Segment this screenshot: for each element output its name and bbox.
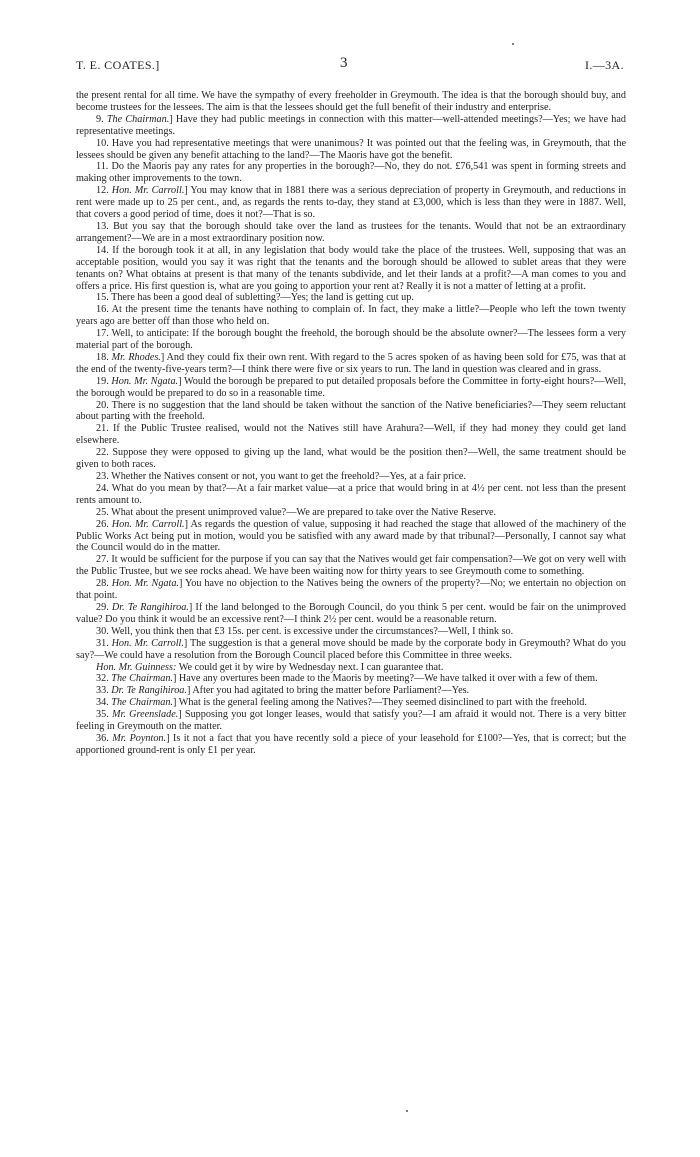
speaker-name: Mr. Rhodes. — [111, 351, 161, 363]
paragraph-text: ] Have they had public meetings in connection with this matter—well-attended meetings?—Yes; we have had representative meetings. — [76, 113, 626, 137]
paragraph-text: 27. It would be sufficient for the purpose if you can say that the Natives would get fair compensation?—We got on very well with the Public Trustee, but we see rocks ahead. We have been waiting now for thirty years to see Greymouth come to something. — [76, 554, 626, 578]
paragraph-text: ] As regards the question of value, supposing it had reached the stage that allowed of the machinery of the Public Works Act being put in motion, would you be satisfied with any award made by that tribunal?—Personally, I cannot say what the Council would do in the matter. — [76, 518, 626, 554]
paragraph — [76, 447, 626, 471]
paragraph-text: ] If the land belonged to the Borough Council, do you think 5 per cent. would be fair on the unimproved value? Do you think it would be an excessive rent?—I think 2½ per cent. would be a reasonable return. — [76, 601, 626, 625]
speaker-name: Dr. Te Rangihiroa. — [111, 685, 187, 697]
paragraph-text: 12. — [96, 185, 112, 197]
paragraph — [76, 685, 626, 697]
header-paper-reference: I.—3A. — [584, 58, 624, 72]
paragraph — [76, 626, 626, 638]
paragraph — [76, 638, 626, 662]
paragraph-text: ] After you had agitated to bring the matter before Parliament?—Yes. — [186, 685, 470, 697]
paragraph-text: 32. — [96, 673, 112, 685]
paragraph-text: ] You may know that in 1881 there was a serious depreciation of property in Greymouth, and reductions in rent were made up to 25 per cent., and, as regards the rents to-day, they stand at £3,000, which is less than they were in 1887. Well, that covers a good period of time, does it not?—That is so. — [76, 185, 627, 221]
paragraph — [76, 352, 626, 376]
paragraph-text: 20. There is no suggestion that the land should be taken without the sanction of the Native beneficiaries?—They seem reluctant about parting with the freehold. — [76, 399, 626, 423]
body-text — [76, 90, 626, 757]
scan-speck — [406, 1110, 408, 1112]
paragraph-text: 22. Suppose they were opposed to giving up the land, what would be the position then?—Well, the same treatment should be given to both races. — [76, 447, 626, 471]
paragraph-text: 33. — [96, 685, 112, 697]
paragraph — [76, 138, 626, 162]
paragraph — [76, 245, 626, 293]
paragraph — [76, 554, 626, 578]
header-witness-name: T. E. COATES.] — [76, 58, 160, 72]
scan-speck — [512, 43, 514, 45]
paragraph-text: ] Is it not a fact that you have recently sold a piece of your leasehold for £100?—Yes, that is correct; but the apportioned ground-rent is only £1 per year. — [76, 732, 626, 756]
paragraph — [76, 602, 626, 626]
paragraph-text: ] And they could fix their own rent. With regard to the 5 acres spoken of as having been sold for £75, was that at the end of the twenty-five-years term?—I think there were five or six years to run. The land in question was cleared and in grass. — [76, 351, 626, 375]
paragraph-text: 25. What about the present unimproved value?—We are prepared to take over the Native Reserve. — [96, 506, 497, 518]
paragraph — [76, 161, 626, 185]
paragraph-text: ] You have no objection to the Natives being the owners of the property?—No; we entertain no objection on that point. — [76, 578, 627, 602]
paragraph — [76, 292, 626, 304]
paragraph-text: ] What is the general feeling among the Natives?—They seemed disinclined to part with the freehold. — [172, 697, 587, 709]
paragraph — [76, 90, 626, 114]
speaker-name: Dr. Te Rangihiroa. — [111, 601, 189, 613]
paragraph-text: 10. Have you had representative meetings that were unanimous? It was pointed out that the feeling was, in Greymouth, that the lessees should be given any benefit attaching to the land?—The Maoris have got the benefit. — [76, 137, 626, 161]
paragraph — [76, 483, 626, 507]
paragraph-text: 18. — [96, 351, 112, 363]
paragraph — [76, 471, 626, 483]
paragraph — [76, 697, 626, 709]
paragraph-text: 21. If the Public Trustee realised, would not the Natives still have Arahura?—Well, if they had money they could get land elsewhere. — [76, 423, 626, 447]
paragraph-text: 17. Well, to anticipate: If the borough bought the freehold, the borough should be the absolute owner?—The lessees form a very material part of the borough. — [76, 328, 626, 352]
paragraph-text: 19. — [96, 375, 112, 387]
header-page-number: 3 — [340, 55, 348, 71]
paragraph — [76, 519, 626, 555]
speaker-name: Mr. Greenslade. — [112, 709, 179, 721]
paragraph — [76, 733, 626, 757]
speaker-name: Hon. Mr. Carroll. — [111, 185, 185, 197]
speaker-name: Mr. Poynton. — [112, 732, 167, 744]
paragraph-text: 14. If the borough took it at all, in any legislation that body would take the place of the trustees. Well, supposing that was an acceptable position, would you say it was right that the tenants and the borough should be allowed to sublet areas that they were tenants on? What obtains at present is that many of the tenants subdivide, and let their lands at a profit?—A man comes to you and offers a price. His first question is, what are you going to apportion your rent at? Really it is not a matter of letting at a profit. — [76, 244, 626, 292]
paragraph — [76, 221, 626, 245]
speaker-name: Hon. Mr. Guinness: — [96, 661, 177, 673]
speaker-name: The Chairman. — [111, 673, 173, 685]
paragraph-text: 16. At the present time the tenants have nothing to complain of. In fact, they make a little?—People who left the town twenty years ago are better off than those who held on. — [76, 304, 626, 328]
paragraph-text: ] Have any overtures been made to the Maoris by meeting?—We have talked it over with a few of them. — [172, 673, 598, 685]
paragraph-text: ] Supposing you got longer leases, would that satisfy you?—I am afraid it would not. There is a very bitter feeling in Greymouth on the matter. — [76, 709, 627, 733]
speaker-name: The Chairman. — [106, 113, 170, 125]
paragraph-text: 30. Well, you think then that £3 15s. per cent. is excessive under the circumstances?—Well, I think so. — [96, 625, 514, 637]
paragraph-text: 31. — [96, 637, 112, 649]
paragraph-text: 15. There has been a good deal of subletting?—Yes; the land is getting cut up. — [96, 292, 414, 304]
paragraph-text: We could get it by wire by Wednesday next. I can guarantee that. — [176, 661, 444, 673]
paragraph — [76, 185, 626, 221]
paragraph-text: 36. — [96, 732, 113, 744]
paragraph — [76, 328, 626, 352]
paragraph — [76, 400, 626, 424]
speaker-name: Hon. Mr. Ngata. — [111, 375, 179, 387]
paragraph-text: 9. — [96, 113, 107, 125]
speaker-name: Hon. Mr. Ngata. — [111, 578, 179, 590]
paragraph-text: 24. What do you mean by that?—At a fair market value—at a price that would bring in at 4½ per cent. not less than the present rents amount to. — [76, 482, 626, 506]
paragraph-text: 11. Do the Maoris pay any rates for any properties in the borough?—No, they do not. £76,541 was spent in forming streets and making other improvements to the town. — [76, 161, 626, 185]
paragraph-text: the present rental for all time. We have the sympathy of every freeholder in Greymouth. The idea is that the borough should buy, and become trustees for the lessees. The aim is that the lessees should get the full benefit of their industry and enterprise. — [76, 90, 626, 113]
paragraph — [76, 423, 626, 447]
paragraph-text: ] Would the borough be prepared to put detailed proposals before the Committee in forty-eight hours?—Well, the borough would be prepared to do so in a reasonable time. — [76, 375, 626, 399]
speaker-name: Hon. Mr. Carroll. — [111, 637, 184, 649]
paragraph — [76, 662, 626, 674]
paragraph-text: 23. Whether the Natives consent or not, you want to get the freehold?—Yes, at a fair price. — [96, 471, 466, 482]
paragraph-text: ] The suggestion is that a general move should be made by the corporate body in Greymouth? What do you say?—We could have a resolution from the Borough Council placed before this Committee in three weeks. — [76, 637, 626, 661]
paragraph-text: 34. — [96, 697, 112, 709]
paragraph — [76, 673, 626, 685]
paragraph — [76, 114, 626, 138]
paragraph-text: 29. — [96, 601, 112, 613]
paragraph-text: 13. But you say that the borough should take over the land as trustees for the tenants. Would that not be an extraordinary arrangement?—We are in a most extraordinary position now. — [76, 220, 626, 244]
paragraph-text: 35. — [96, 709, 112, 721]
paragraph — [76, 709, 626, 733]
paragraph — [76, 304, 626, 328]
paragraph-text: 28. — [96, 578, 112, 590]
paragraph — [76, 376, 626, 400]
speaker-name: Hon. Mr. Carroll. — [111, 518, 185, 530]
paragraph — [76, 507, 626, 519]
speaker-name: The Chairman. — [111, 697, 173, 709]
paragraph — [76, 578, 626, 602]
paragraph-text: 26. — [96, 518, 112, 530]
